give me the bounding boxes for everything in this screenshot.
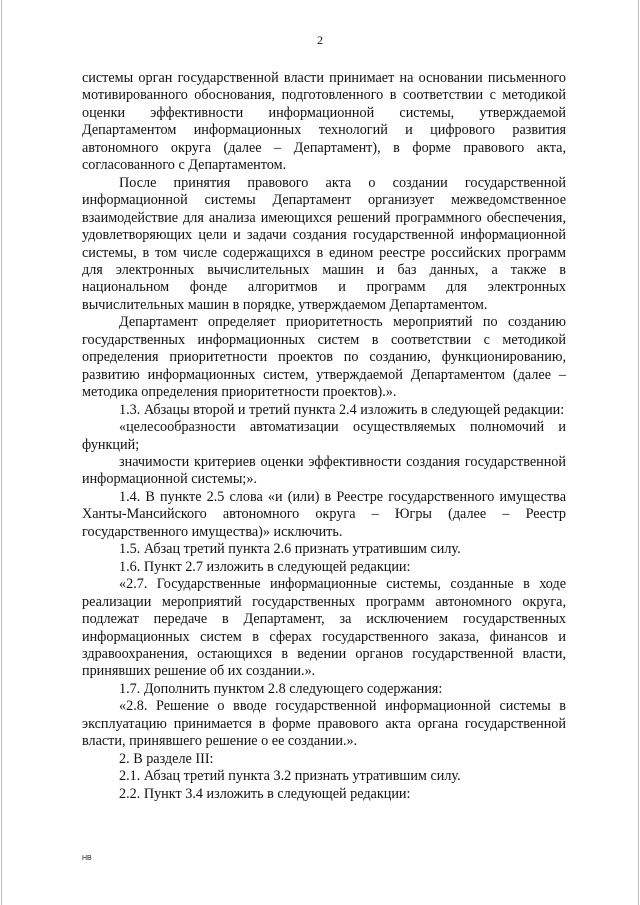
document-body — [82, 70, 566, 803]
paragraph: 2.1. Абзац третий пункта 3.2 признать утратившим силу. — [119, 768, 461, 785]
paragraph: «2.7. Государственные информационные системы, созданные в ходе реализации мероприятий государственных программ автономного округа, подлежат передаче в Департамент, за исключением государственных информационных систем в сферах государственного заказа, финансов и здравоохранения, остающихся в ведении органов государственной власти, принявших решение об их создании.». — [82, 576, 566, 680]
paragraph: «целесообразности автоматизации осуществляемых полномочий и функций; — [82, 419, 566, 453]
footer-mark: HB — [82, 855, 92, 862]
scan-edge-left — [1, 0, 2, 905]
paragraph: 1.4. В пункте 2.5 слова «и (или) в Реестре государственного имущества Ханты-Мансийского автономного округа – Югры (далее – Реестр государственного имущества)» исключить. — [82, 488, 566, 540]
paragraph: 1.3. Абзацы второй и третий пункта 2.4 изложить в следующей редакции: — [119, 401, 565, 418]
paragraph: 2. В разделе III: — [119, 750, 214, 767]
paragraph: системы орган государственной власти принимает на основании письменного мотивированного обоснования, подготовленного в соответствии с методикой оценки эффективности информационной системы, утверждаемой Департаментом информационных технологий и цифрового развития автономного округа (далее – Департамент), в форме правового акта, согласованного с Департаментом. — [82, 70, 566, 174]
paragraph: 1.6. Пункт 2.7 изложить в следующей редакции: — [119, 558, 411, 575]
paragraph: Департамент определяет приоритетность мероприятий по созданию государственных информационных систем в соответствии с методикой определения приоритетности проектов по созданию, функционированию, развитию информационных систем, утверждаемой Департаментом (далее – методика определения приоритетности проектов).». — [82, 314, 566, 401]
paragraph: «2.8. Решение о вводе государственной информационной системы в эксплуатацию принимается в форме правового акта органа государственной власти, принявшего решение о ее создании.». — [82, 698, 566, 750]
scan-edge-right — [638, 0, 639, 905]
paragraph: 2.2. Пункт 3.4 изложить в следующей редакции: — [119, 785, 411, 802]
paragraph: значимости критериев оценки эффективности создания государственной информационной системы;». — [82, 453, 566, 488]
paragraph: 1.5. Абзац третий пункта 2.6 признать утратившим силу. — [119, 541, 461, 558]
paragraph: После принятия правового акта о создании государственной информационной системы Департамент организует межведомственное взаимодействие для анализа имеющихся решений программного обеспечения, удовлетворяющих цели и задачи создания государственной информационной системы, в том числе содержащихся в едином реестре российских программ для электронных вычислительных машин и баз данных, а также в национальном фонде алгоритмов и программ для электронных вычислительных машин в порядке, утверждаемом Департаментом. — [82, 174, 566, 313]
page-number: 2 — [317, 33, 323, 47]
paragraph: 1.7. Дополнить пунктом 2.8 следующего содержания: — [119, 680, 443, 697]
